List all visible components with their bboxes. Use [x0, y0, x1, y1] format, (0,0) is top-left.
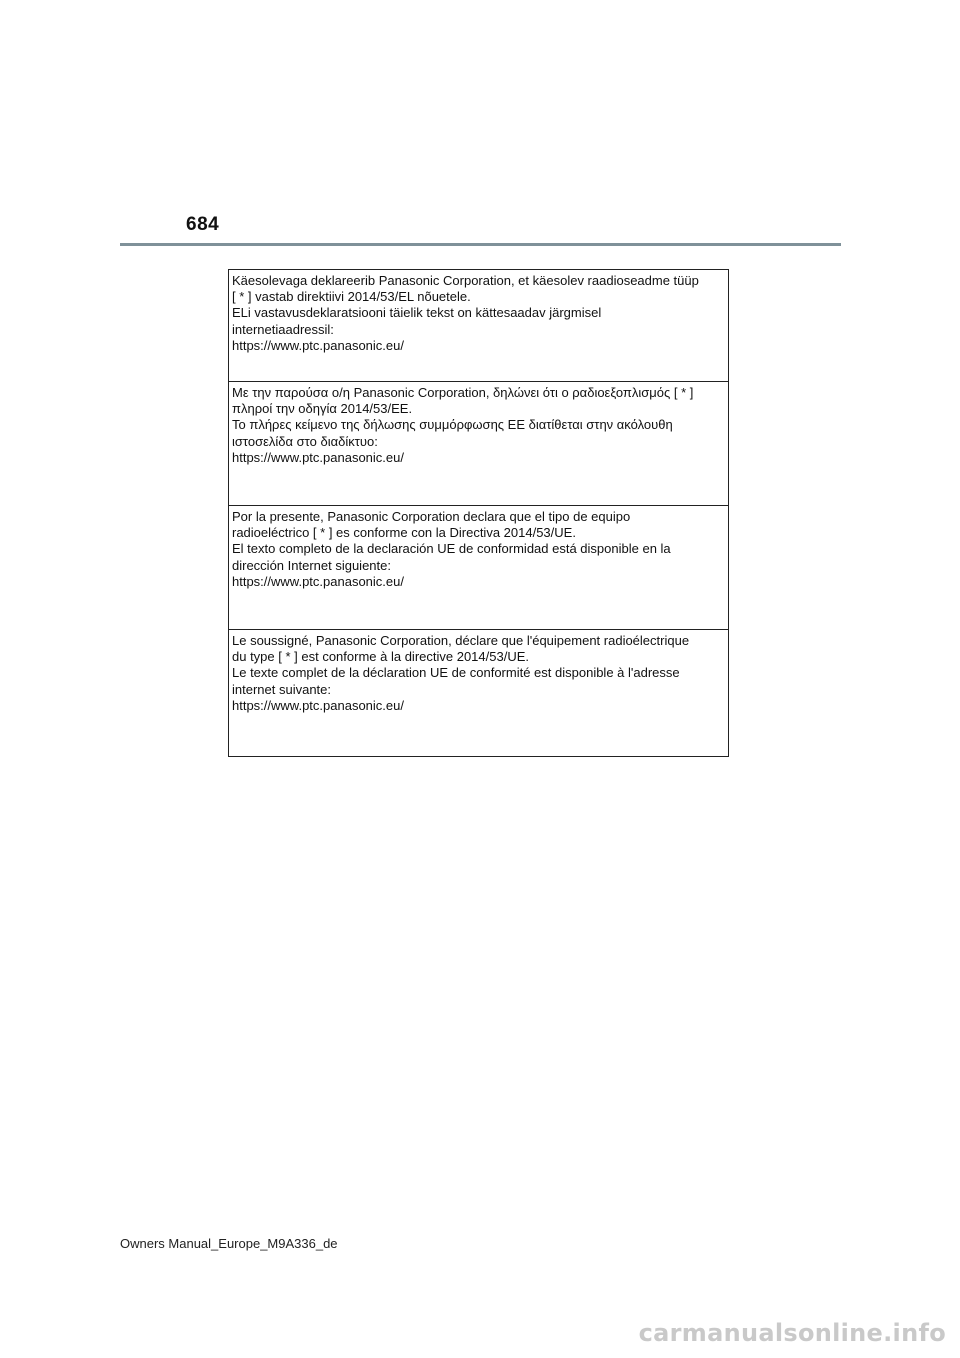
declaration-line: Με την παρούσα ο/η Panasonic Corporation, δηλώνει ότι ο ραδιοεξοπλισμός [ * ]	[232, 385, 694, 400]
declaration-cell-french	[229, 630, 728, 756]
declaration-cell-greek	[229, 382, 728, 506]
declaration-url: https://www.ptc.panasonic.eu/	[232, 573, 404, 589]
declaration-line: πληροί την οδηγία 2014/53/ΕΕ.	[232, 401, 413, 417]
declaration-line: [ * ] vastab direktiivi 2014/53/EL nõuetele.	[232, 289, 471, 305]
declaration-line: ιστοσελίδα στο διαδίκτυο:	[232, 433, 378, 449]
declaration-line: du type [ * ] est conforme à la directive 2014/53/UE.	[232, 649, 529, 665]
watermark: carmanualsonline.info	[638, 1319, 946, 1347]
declaration-url: https://www.ptc.panasonic.eu/	[232, 449, 404, 465]
declaration-line: Käesolevaga deklareerib Panasonic Corporation, et käesolev raadioseadme tüüp	[232, 273, 699, 288]
declaration-line: Por la presente, Panasonic Corporation declara que el tipo de equipo	[232, 509, 631, 524]
declaration-line: dirección Internet siguiente:	[232, 557, 391, 573]
declaration-line: El texto completo de la declaración UE de conformidad está disponible en la	[232, 541, 671, 557]
declaration-line: Το πλήρες κείμενο της δήλωσης συμμόρφωσης ΕΕ διατίθεται στην ακόλουθη	[232, 417, 673, 433]
declaration-cell-spanish	[229, 506, 728, 630]
page-number: 684	[186, 214, 220, 235]
footer-manual-id: Owners Manual_Europe_M9A336_de	[120, 1236, 338, 1251]
declaration-table	[228, 269, 729, 757]
declaration-line: internetiaadressil:	[232, 321, 334, 337]
declaration-line: Le texte complet de la déclaration UE de conformité est disponible à l'adresse	[232, 665, 680, 681]
declaration-url: https://www.ptc.panasonic.eu/	[232, 337, 404, 353]
declaration-cell-estonian	[229, 270, 728, 382]
declaration-url: https://www.ptc.panasonic.eu/	[232, 697, 404, 713]
declaration-line: ELi vastavusdeklaratsiooni täielik tekst on kättesaadav järgmisel	[232, 305, 602, 321]
declaration-line: radioeléctrico [ * ] es conforme con la Directiva 2014/53/UE.	[232, 525, 576, 541]
header-rule	[120, 243, 841, 246]
declaration-line: Le soussigné, Panasonic Corporation, déclare que l'équipement radioélectrique	[232, 633, 690, 648]
declaration-line: internet suivante:	[232, 681, 332, 697]
